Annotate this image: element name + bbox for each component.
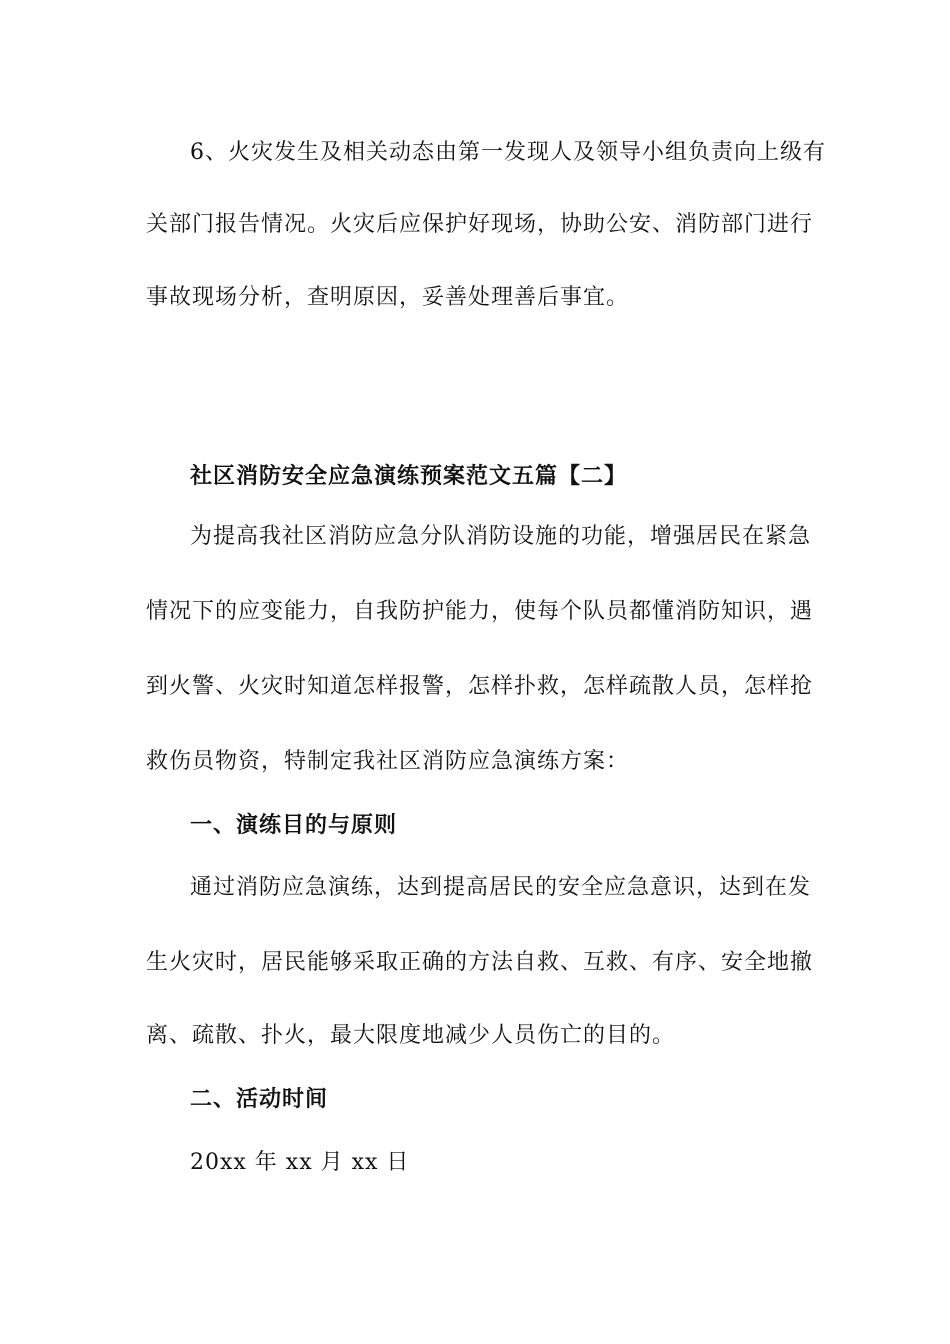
section-heading: 一、演练目的与原则 — [190, 812, 398, 838]
paragraph-line: 离、疏散、扑火，最大限度地减少人员伤亡的目的。 — [146, 1023, 676, 1048]
paragraph-line: 6、火灾发生及相关动态由第一发现人及领导小组负责向上级有 — [190, 140, 826, 165]
paragraph-line: 通过消防应急演练，达到提高居民的安全应急意识，达到在发 — [190, 875, 812, 900]
paragraph-line: 关部门报告情况。火灾后应保护好现场，协助公安、消防部门进行 — [146, 212, 814, 237]
activity-date: 20xx 年 xx 月 xx 日 — [190, 1150, 410, 1175]
article-title: 社区消防安全应急演练预案范文五篇【二】 — [190, 463, 628, 489]
paragraph-line: 救伤员物资，特制定我社区消防应急演练方案： — [146, 749, 630, 774]
paragraph-line: 为提高我社区消防应急分队消防设施的功能，增强居民在紧急 — [190, 524, 812, 549]
paragraph-line: 情况下的应变能力，自我防护能力，使每个队员都懂消防知识，遇 — [146, 599, 814, 624]
paragraph-line: 事故现场分析，查明原因，妥善处理善后事宜。 — [146, 285, 630, 310]
paragraph-line: 到火警、火灾时知道怎样报警，怎样扑救，怎样疏散人员，怎样抢 — [146, 674, 814, 699]
paragraph-line: 生火灾时，居民能够采取正确的方法自救、互救、有序、安全地撤 — [146, 950, 814, 975]
section-heading: 二、活动时间 — [190, 1086, 329, 1112]
